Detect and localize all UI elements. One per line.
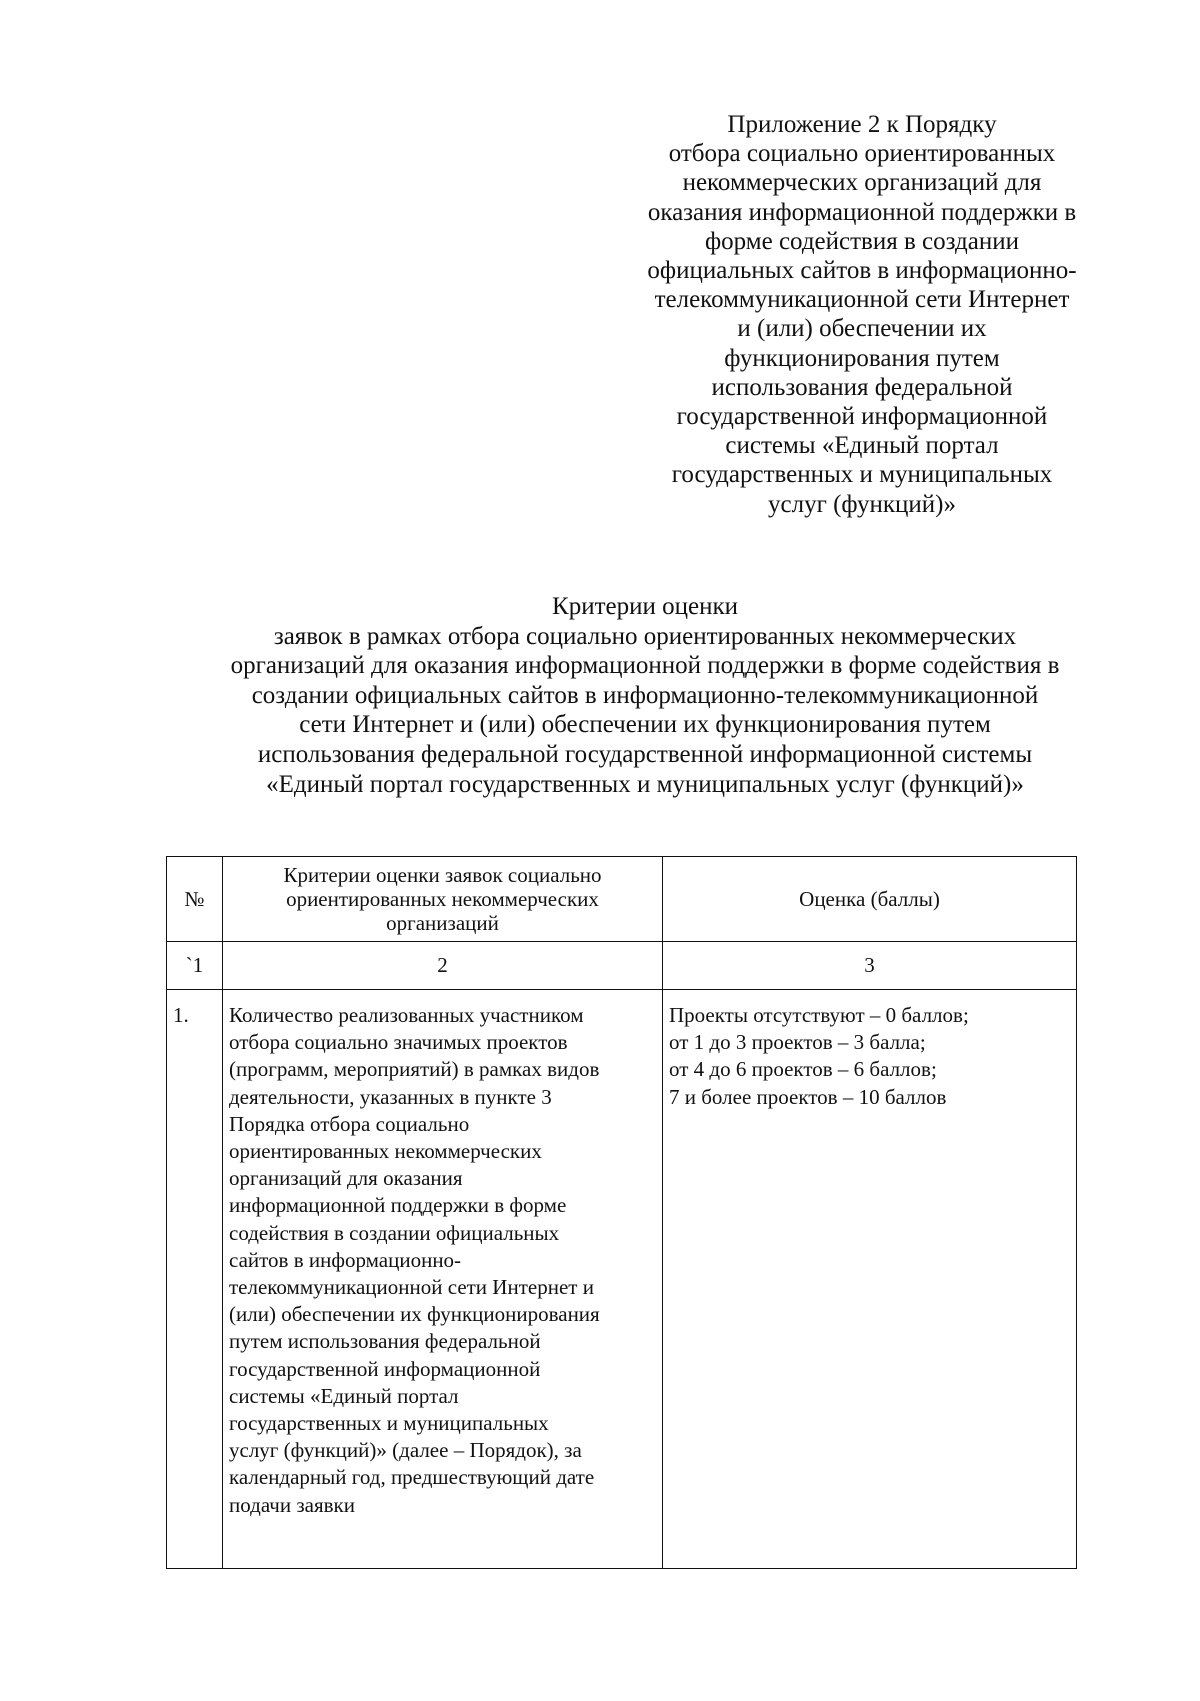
heading-line: «Единый портал государственных и муниципальных услуг (функций)» — [266, 770, 1024, 798]
appendix-line: оказания информационной поддержки в — [647, 198, 1077, 226]
appendix-line: использования федеральной — [711, 373, 1013, 401]
column-number-2: 2 — [223, 942, 663, 990]
score-line: 7 и более проектов – 10 баллов — [669, 1084, 947, 1109]
score-line: от 4 до 6 проектов – 6 баллов; — [669, 1057, 937, 1082]
column-number-3: 3 — [663, 942, 1077, 990]
column-number-row — [167, 942, 1077, 990]
criteria-line: организаций для оказания — [229, 1166, 463, 1191]
criteria-line: сайтов в информационно- — [229, 1247, 462, 1272]
criteria-line: содействия в создании официальных — [229, 1220, 560, 1245]
header-criteria-line: Критерии оценки заявок социально — [283, 863, 602, 887]
heading-line: заявок в рамках отбора социально ориентированных некоммерческих — [273, 622, 1017, 650]
heading-line: создании официальных сайтов в информационно-телекоммуникационной — [251, 681, 1039, 709]
appendix-line: функционирования путем — [724, 344, 1000, 372]
criteria-line: путем использования федеральной — [229, 1329, 541, 1354]
appendix-line: официальных сайтов в информационно- — [647, 257, 1077, 285]
row-score-cell — [663, 990, 1077, 1569]
score-line: Проекты отсутствуют – 0 баллов; — [669, 1003, 969, 1027]
appendix-line: услуг (функций)» — [768, 490, 956, 518]
score-line: от 1 до 3 проектов – 3 балла; — [669, 1030, 926, 1055]
row-number-cell — [167, 990, 223, 1569]
appendix-line: некоммерческих организаций для — [682, 169, 1042, 197]
header-criteria-line: ориентированных некоммерческих — [286, 887, 599, 911]
criteria-line: (программ, мероприятий) в рамках видов — [229, 1057, 600, 1082]
appendix-line: государственной информационной — [676, 403, 1048, 431]
criteria-line: календарный год, предшествующий дате — [229, 1465, 595, 1490]
criteria-line: системы «Единый портал — [229, 1383, 459, 1408]
heading-line: использования федеральной государственной информационной системы — [257, 740, 1033, 768]
criteria-line: государственных и муниципальных — [229, 1411, 549, 1436]
appendix-line: Приложение 2 к Порядку — [727, 111, 997, 138]
appendix-line: форме содействия в создании — [704, 227, 1020, 255]
appendix-line: системы «Единый портал — [725, 432, 999, 460]
criteria-line: Порядка отбора социально — [229, 1111, 470, 1136]
appendix-reference — [612, 110, 1112, 519]
criteria-line: отбора социально значимых проектов — [229, 1030, 568, 1055]
appendix-line: телекоммуникационной сети Интернет — [654, 286, 1070, 314]
criteria-table — [166, 856, 1077, 1569]
table-row — [167, 990, 1077, 1569]
criteria-line: ориентированных некоммерческих — [229, 1139, 542, 1164]
header-score: Оценка (баллы) — [663, 857, 1077, 942]
table-header-row — [167, 857, 1077, 942]
criteria-line: деятельности, указанных в пункте 3 — [229, 1084, 552, 1109]
heading-line: сети Интернет и (или) обеспечении их функционирования путем — [299, 711, 991, 739]
criteria-line: государственной информационной — [229, 1356, 541, 1381]
appendix-line: и (или) обеспечении их — [737, 315, 987, 343]
header-number: № — [167, 857, 223, 942]
appendix-line: государственных и муниципальных — [671, 461, 1053, 489]
criteria-line: информационной поддержки в форме — [229, 1193, 567, 1218]
criteria-line: услуг (функций)» (далее – Порядок), за — [229, 1438, 582, 1463]
row-criteria-cell — [223, 990, 663, 1569]
criteria-line: подачи заявки — [229, 1492, 355, 1517]
header-criteria — [223, 857, 663, 942]
criteria-line: Количество реализованных участником — [229, 1003, 584, 1027]
header-criteria-line: организаций — [386, 911, 499, 935]
heading-line: организаций для оказания информационной поддержки в форме содействия в — [230, 652, 1060, 680]
row-number: 1. — [173, 1003, 189, 1027]
heading-title: Критерии оценки — [552, 593, 738, 620]
appendix-line: отбора социально ориентированных — [668, 140, 1056, 168]
criteria-line: телекоммуникационной сети Интернет и — [229, 1275, 594, 1300]
document-heading — [160, 592, 1130, 799]
column-number-1: `1 — [167, 942, 223, 990]
criteria-line: (или) обеспечении их функционирования — [229, 1302, 600, 1327]
